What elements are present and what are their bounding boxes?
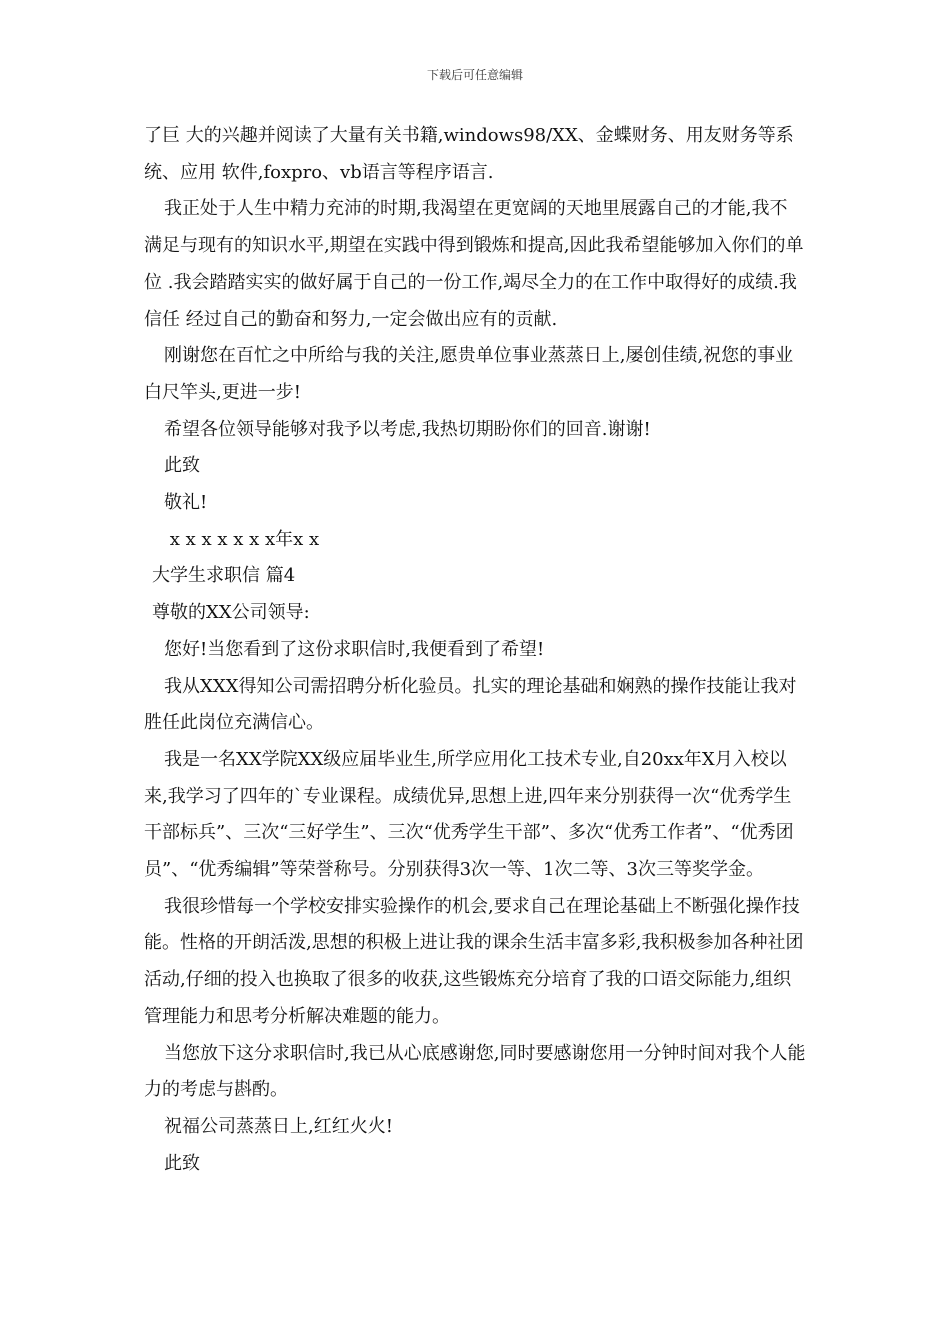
- paragraph-skills: 我很珍惜每一个学校安排实验操作的机会,要求自己在理论基础上不断强化操作技能。性格的开朗活泼,思想的积极上进让我的课余生活丰富多彩,我积极参加各种社团活动,仔细的投入也换取了很多的收获,这些锻炼充分培育了我的口语交际能力,组织管理能力和思考分析解决难题的能力。: [144, 895, 804, 1027]
- paragraph-education: 我是一名XX学院XX级应届毕业生,所学应用化工技术专业,自20xx年X月入校以来,我学习了四年的`专业课程。成绩优异,思想上进,四年来分别获得一次“优秀学生干部标兵”、三次“三好学生”、三次“优秀学生干部”、多次“优秀工作者”、“优秀团员”、“优秀编辑”等荣誉称号。分别获得3次一等、1次二等、3次三等奖学金。: [144, 748, 794, 881]
- paragraph-greeting: 您好!当您看到了这份求职信时,我便看到了希望!: [164, 638, 545, 660]
- paragraph-wishes: 祝福公司蒸蒸日上,红红火火!: [164, 1115, 393, 1137]
- closing-cizhi-2: 此致: [164, 1152, 200, 1174]
- signature-date: x x x x x x x年x x: [164, 528, 320, 550]
- paragraph-gratitude: 当您放下这分求职信时,我已从心底感谢您,同时要感谢您用一分钟时间对我个人能力的考虑与斟酌。: [144, 1042, 806, 1101]
- page-header-note: 下载后可任意编辑: [426, 68, 523, 82]
- paragraph-position: 我从XXX得知公司需招聘分析化验员。扎实的理论基础和娴熟的操作技能让我对胜任此岗位充满信心。: [144, 675, 797, 734]
- paragraph-interests: 了巨 大的兴趣并阅读了大量有关书籍,windows98/XX、金蝶财务、用友财务等系统、应用 软件,foxpro、vb语言等程序语言.: [144, 125, 794, 183]
- closing-cizhi: 此致: [164, 455, 200, 477]
- salutation: 尊敬的XX公司领导:: [152, 602, 310, 624]
- paragraph-ambition: 我正处于人生中精力充沛的时期,我渴望在更宽阔的天地里展露自己的才能,我不 满足与现有的知识水平,期望在实践中得到锻炼和提高,因此我希望能够加入你们的单位 .我会踏踏实实的做好属于自己的一份工作,竭尽全力的在工作中取得好的成绩.我信任 经过自己的勤奋和努力,一定会做出应有的贡献.: [144, 198, 804, 330]
- closing-jingli: 敬礼!: [164, 492, 208, 514]
- paragraph-thanks: 刚谢您在百忙之中所给与我的关注,愿贵单位事业蒸蒸日上,屡创佳绩,祝您的事业 白尺竿头,更进一步!: [144, 345, 799, 403]
- paragraph-hope: 希望各位领导能够对我予以考虑,我热切期盼你们的回音.谢谢!: [164, 418, 651, 440]
- section-title: 大学生求职信 篇4: [152, 565, 296, 587]
- document-body: [144, 118, 808, 1182]
